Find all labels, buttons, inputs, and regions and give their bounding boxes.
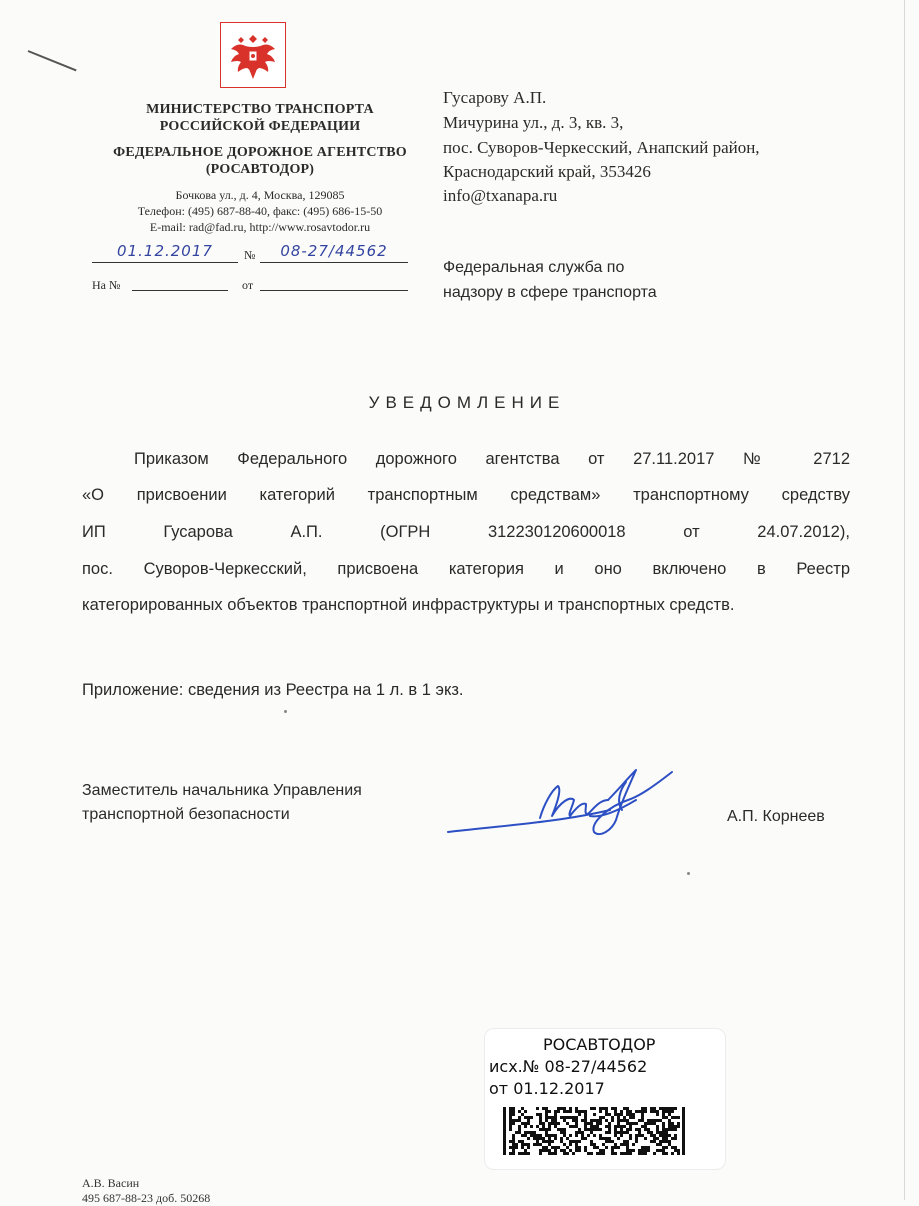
body-line-3-word: А.П. xyxy=(290,523,323,541)
executor-name: А.В. Васин xyxy=(82,1176,140,1190)
recipient-email: info@txanapa.ru xyxy=(443,186,558,205)
scan-artifact xyxy=(28,50,77,71)
registration-row xyxy=(92,238,412,264)
body-line-3-word: от xyxy=(683,523,700,541)
body-line-3-word: 24.07.2012), xyxy=(757,523,850,541)
body-line-3-word: Гусарова xyxy=(163,523,233,541)
stamp-organization: РОСАВТОДОР xyxy=(543,1035,656,1054)
sender-email: E-mail: rad@fad.ru, http://www.rosavtodor.ru xyxy=(149,220,371,234)
barcode-image xyxy=(503,1107,685,1155)
scan-speck xyxy=(687,872,690,875)
recipient-settlement: пос. Суворов-Черкесский, Анапский район, xyxy=(443,138,760,157)
scan-speck xyxy=(284,710,287,713)
registration-number: 08-27/44562 xyxy=(260,242,408,263)
signatory-name: А.П. Корнеев xyxy=(727,808,825,825)
reference-date-blank xyxy=(260,290,408,291)
body-line-3-word: (ОГРН xyxy=(380,523,431,541)
stamp-date: от 01.12.2017 xyxy=(489,1079,605,1098)
recipient-name: Гусарову А.П. xyxy=(443,88,547,107)
copy-to-line2: надзору в сфере транспорта xyxy=(443,284,657,301)
reference-row xyxy=(92,276,412,296)
sender-address: Бочкова ул., д. 4, Москва, 129085 xyxy=(175,188,345,202)
agency-name-line2: (РОСАВТОДОР) xyxy=(205,162,315,177)
coat-of-arms-emblem xyxy=(220,22,286,88)
recipient-street: Мичурина ул., д. 3, кв. 3, xyxy=(443,113,624,132)
body-line-2: «О присвоении категорий транспортным средствам» транспортному средству xyxy=(82,486,850,504)
appendix-note: Приложение: сведения из Реестра на 1 л. в 1 экз. xyxy=(82,681,464,699)
reference-from-label: от xyxy=(242,278,254,292)
reference-number-blank xyxy=(132,290,228,291)
signatory-title-line1: Заместитель начальника Управления xyxy=(82,782,362,799)
body-line-1: Приказом Федерального дорожного агентства от 27.11.2017 № 2712 xyxy=(134,450,850,468)
registration-date: 01.12.2017 xyxy=(92,242,238,263)
body-line-3 xyxy=(82,514,850,551)
agency-name-line1: ФЕДЕРАЛЬНОЕ ДОРОЖНОЕ АГЕНТСТВО xyxy=(113,145,407,160)
recipient-region: Краснодарский край, 353426 xyxy=(443,162,651,181)
registration-stamp xyxy=(484,1028,726,1170)
body-line-3-word: 312230120600018 xyxy=(487,523,626,541)
sender-phone: Телефон: (495) 687-88-40, факс: (495) 686-15-50 xyxy=(137,204,383,218)
copy-to-line1: Федеральная служба по xyxy=(443,259,625,276)
signatory-title-line2: транспортной безопасности xyxy=(82,806,290,823)
body-line-5: категорированных объектов транспортной инфраструктуры и транспортных средств. xyxy=(82,596,735,614)
number-label: № xyxy=(244,248,256,262)
reference-label: На № xyxy=(92,278,121,292)
ministry-name-line2: РОССИЙСКОЙ ФЕДЕРАЦИИ xyxy=(159,119,361,134)
ministry-name-line1: МИНИСТЕРСТВО ТРАНСПОРТА xyxy=(146,102,374,117)
stamp-outgoing-number: исх.№ 08-27/44562 xyxy=(489,1057,648,1076)
body-line-3-word: ИП xyxy=(82,523,106,541)
executor-phone: 495 687-88-23 доб. 50268 xyxy=(82,1191,211,1205)
page-edge xyxy=(904,0,905,1200)
document-title: УВЕДОМЛЕНИЕ xyxy=(368,393,566,412)
body-line-4: пос. Суворов-Черкесский, присвоена категория и оно включено в Реестр xyxy=(82,560,850,578)
handwritten-signature xyxy=(440,760,690,850)
